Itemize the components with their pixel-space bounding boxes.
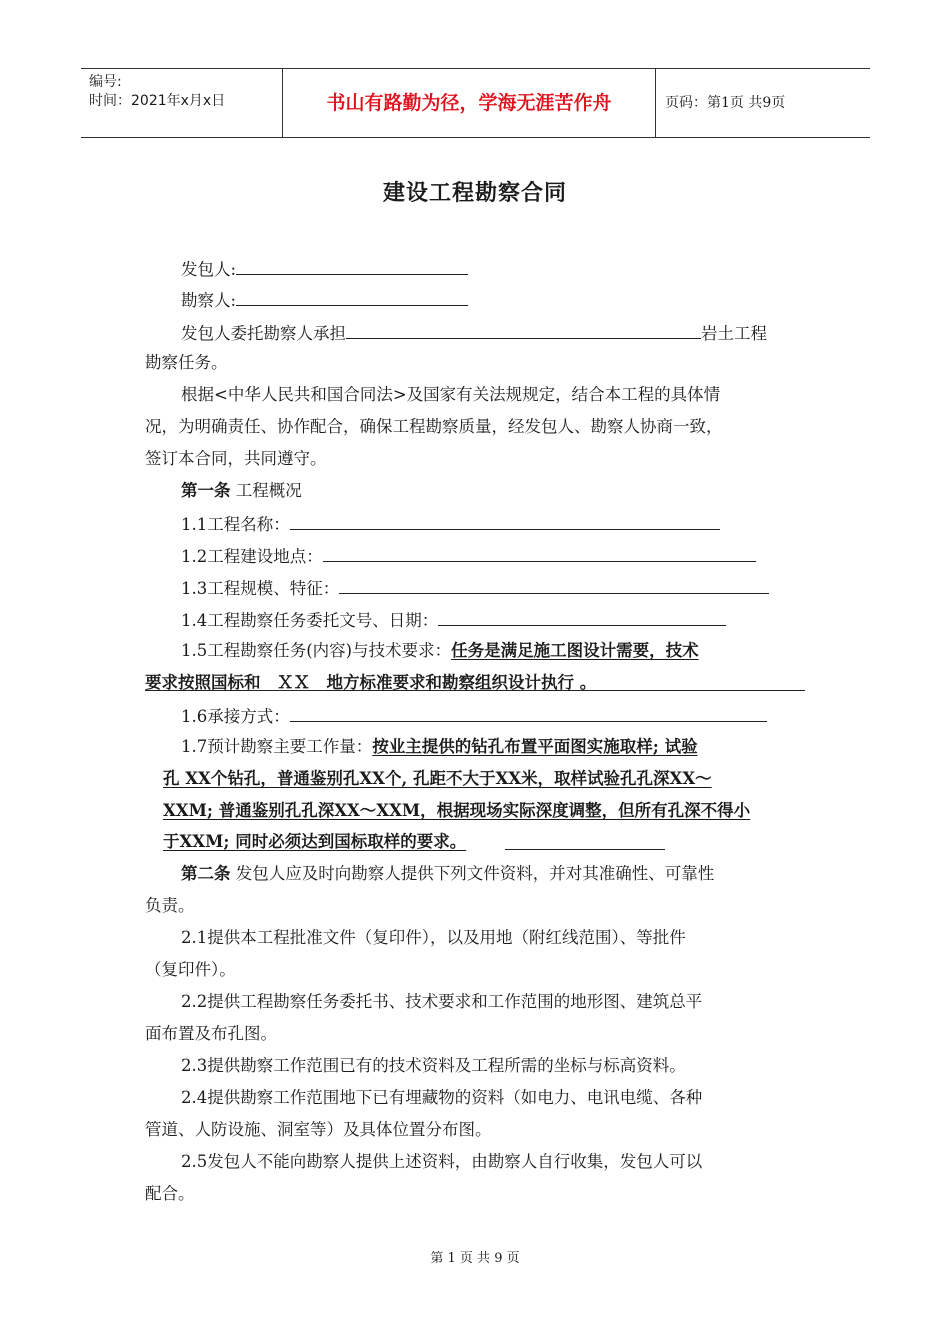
preamble-line-1: 根据<中华人民共和国合同法>及国家有关法规规定，结合本工程的具体情 [181,385,721,404]
project-location-blank[interactable] [323,544,756,562]
document-title: 建设工程勘察合同 [382,180,567,206]
article2-line2: 负责。 [145,896,195,915]
task-blank[interactable] [346,321,701,339]
article1-item4: 1.4工程勘察任务委托文号、日期： [181,608,726,632]
article1-item7: 1.7预计勘察主要工作量：按业主提供的钻孔布置平面图实施取样; 试验 [181,737,698,756]
article1-item7-cont3: 于XXM; 同时必须达到国标取样的要求。 [163,832,467,851]
article1-item6: 1.6承接方式： [181,704,767,728]
item7-underline [505,849,665,850]
task-line-2: 勘察任务。 [145,353,228,372]
article2-item2-cont: 面布置及布孔图。 [145,1024,277,1043]
article2-item4: 2.4提供勘察工作范围地下已有埋藏物的资料（如电力、电讯电缆、各种 [181,1088,703,1107]
project-scale-blank[interactable] [339,576,769,594]
surveyor-line: 勘察人: [181,288,468,312]
article1-item1: 1.1工程名称： [181,512,720,536]
article2-item2: 2.2提供工程勘察任务委托书、技术要求和工作范围的地形图、建筑总平 [181,992,703,1011]
project-name-blank[interactable] [290,512,720,530]
preamble-line-3: 签订本合同，共同遵守。 [145,449,327,468]
article1-item7-cont1: 孔 XX个钻孔，普通鉴别孔XX个, 孔距不大于XX米，取样试验孔孔深XX～ [163,769,712,788]
client-blank[interactable] [236,257,468,275]
header-meta-cell [81,69,283,137]
article2-item1-cont: （复印件）。 [145,960,236,979]
article2-item3: 2.3提供勘察工作范围已有的技术资料及工程所需的坐标与标高资料。 [181,1056,686,1075]
article2-item5: 2.5发包人不能向勘察人提供上述资料，由勘察人自行收集，发包人可以 [181,1152,703,1171]
article1-item5: 1.5工程勘察任务(内容)与技术要求：任务是满足施工图设计需要，技术 [181,641,699,660]
item5-underline [145,690,805,691]
page-footer: 第 1 页 共 9 页 [430,1251,520,1266]
article1-item5-cont: 要求按照国标和 ＸＸ 地方标准要求和勘察组织设计执行 。 [145,673,597,692]
client-line: 发包人: [181,257,468,281]
article2-heading: 第二条 发包人应及时向勘察人提供下列文件资料，并对其准确性、可靠性 [181,864,715,883]
article1-heading: 第一条 工程概况 [181,481,302,500]
page-label: 页码：第1页 共9页 [665,95,786,111]
contract-method-blank[interactable] [290,704,767,722]
task-line: 发包人委托勘察人承担 岩土工程 [181,321,767,345]
surveyor-blank[interactable] [236,288,468,306]
preamble-line-2: 况，为明确责任、协作配合，确保工程勘察质量，经发包人、勘察人协商一致， [145,417,723,436]
motto: 书山有路勤为径，学海无涯苦作舟 [283,69,656,137]
header-table [81,68,870,138]
commission-number-blank[interactable] [438,608,726,626]
article1-item7-cont2: XXM; 普通鉴别孔孔深XX～XXM，根据现场实际深度调整，但所有孔深不得小 [163,801,751,820]
article2-item5-cont: 配合。 [145,1184,195,1203]
number-label: 编号: [89,74,122,90]
article1-item2: 1.2工程建设地点： [181,544,756,568]
article2-item4-cont: 管道、人防设施、洞室等）及具体位置分布图。 [145,1120,492,1139]
article2-item1: 2.1提供本工程批准文件（复印件），以及用地（附红线范围）、等批件 [181,928,686,947]
time-label: 时间：2021年x月x日 [89,93,226,109]
article1-item3: 1.3工程规模、特征： [181,576,769,600]
